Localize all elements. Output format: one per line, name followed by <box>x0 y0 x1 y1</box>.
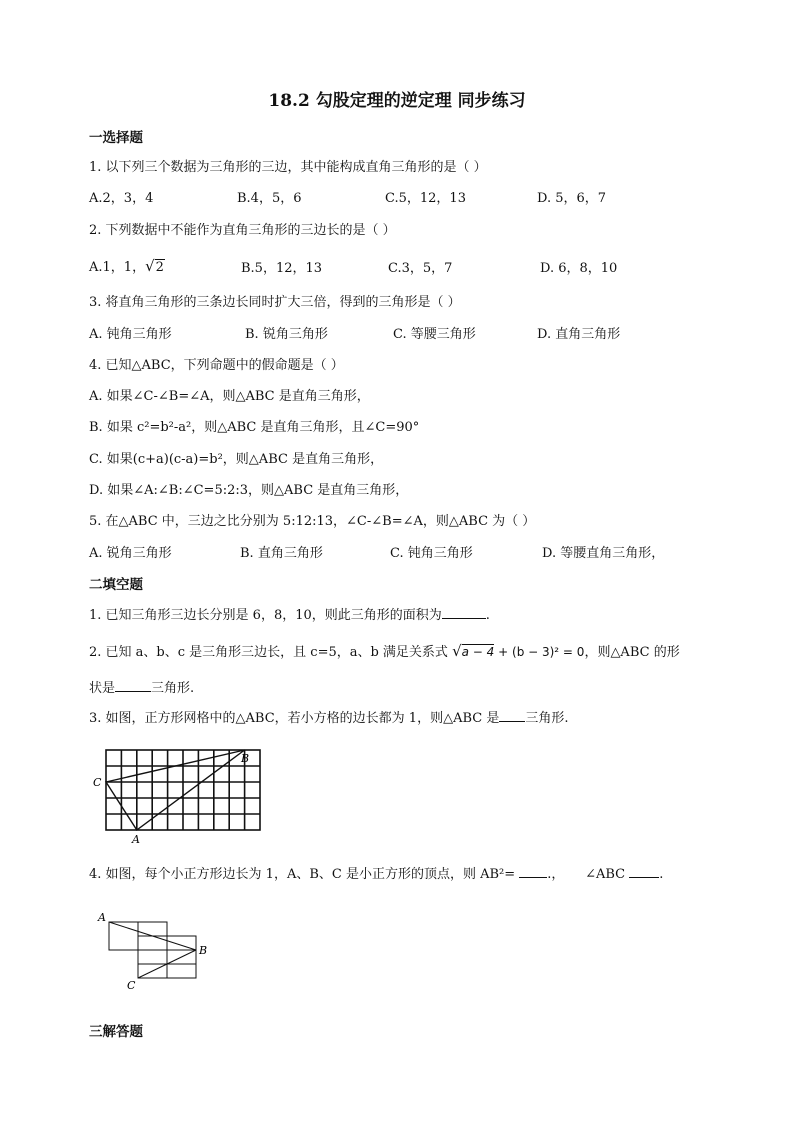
fill-q2 <box>89 641 680 660</box>
fill-q1 <box>89 604 490 623</box>
fill-q2-formula <box>452 642 585 660</box>
formula-rest: + (b − 3)² = 0 <box>498 645 585 659</box>
grid <box>109 922 196 978</box>
section-heading-choice: 一选择题 <box>89 130 143 146</box>
q3-option-a: A. 钝角三角形 <box>89 327 172 342</box>
q2-stem: 2. 下列数据中不能作为直角三角形的三边长的是（ ） <box>89 223 396 238</box>
fill-q3-text: 3. 如图，正方形网格中的△ABC，若小方格的边长都为 1，则△ABC 是 <box>89 711 500 726</box>
q4-option-c: C. 如果(c+a)(c-a)=b²，则△ABC 是直角三角形， <box>89 452 384 467</box>
q2-option-c: C.3，5，7 <box>388 261 453 276</box>
q4-option-d: D. 如果∠A:∠B:∠C=5:2:3，则△ABC 是直角三角形， <box>89 483 409 498</box>
fill-q1-text: 1. 已知三角形三边长分别是 6，8，10，则此三角形的面积为 <box>89 608 442 623</box>
sqrt-symbol: √ <box>452 642 462 660</box>
q4-stem: 4. 已知△ABC，下列命题中的假命题是（ ） <box>89 358 344 373</box>
q5-option-d: D. 等腰直角三角形， <box>542 546 665 561</box>
fill-q2-line2-pre: 状是 <box>89 681 116 696</box>
fill-q4-angle: ∠ABC <box>585 867 626 882</box>
fill-q3-end: 三角形. <box>525 711 569 726</box>
sqrt-symbol: √ <box>145 257 155 275</box>
q4-option-a: A. 如果∠C-∠B=∠A，则△ABC 是直角三角形， <box>89 389 370 404</box>
q1-option-c: C.5，12，13 <box>385 191 466 206</box>
q2-option-d: D. 6，8，10 <box>540 261 618 276</box>
fill-q1-end: . <box>485 608 490 623</box>
fill-q2-line2 <box>89 677 194 696</box>
answer-blank <box>442 606 486 619</box>
fill-q2-line2-post: 三角形. <box>151 681 195 696</box>
vertex-label-a: A <box>132 833 140 846</box>
answer-blank <box>115 679 151 692</box>
fill-q2-text-tail: ，则△ABC 的形 <box>584 645 680 660</box>
q2-option-a <box>89 256 165 275</box>
q1-stem: 1. 以下列三个数据为三角形的三边，其中能构成直角三角形的是（ ） <box>89 160 487 175</box>
fill-q4-text: 4. 如图，每个小正方形边长为 1，A、B、C 是小正方形的顶点，则 AB²= <box>89 867 516 882</box>
section-heading-solve: 三解答题 <box>89 1024 143 1040</box>
fill-q4-end: . <box>659 867 664 882</box>
q2-option-a-text: A.1，1， <box>89 260 146 275</box>
figure-grid-triangle-1 <box>90 744 265 848</box>
q5-option-c: C. 钝角三角形 <box>390 546 473 561</box>
answer-blank <box>499 709 525 722</box>
q1-option-b: B.4，5，6 <box>237 191 302 206</box>
q5-option-a: A. 锐角三角形 <box>89 546 172 561</box>
vertex-label-b: B <box>241 752 250 765</box>
fill-q4-mid: .， <box>547 867 565 882</box>
fill-q2-text: 2. 已知 a、b、c 是三角形三边长，且 c=5，a、b 满足关系式 <box>89 645 448 660</box>
q3-option-d: D. 直角三角形 <box>537 327 621 342</box>
q5-stem: 5. 在△ABC 中，三边之比分别为 5:12:13，∠C-∠B=∠A，则△ABC 为（ ） <box>89 514 536 529</box>
vertex-label-c: C <box>127 979 136 992</box>
figure-grid-triangle-2 <box>94 908 214 992</box>
q3-option-b: B. 锐角三角形 <box>245 327 328 342</box>
q2-option-b: B.5，12，13 <box>241 261 323 276</box>
fill-q3 <box>89 707 568 726</box>
q1-option-a: A.2，3，4 <box>89 191 154 206</box>
sqrt-radicand: 2 <box>155 260 164 275</box>
page-title: 18.2 勾股定理的逆定理 同步练习 <box>268 91 526 111</box>
q4-option-b: B. 如果 c²=b²-a²，则△ABC 是直角三角形，且∠C=90° <box>89 420 420 435</box>
q3-stem: 3. 将直角三角形的三条边长同时扩大三倍，得到的三角形是（ ） <box>89 295 461 310</box>
answer-blank <box>519 865 547 878</box>
q5-option-b: B. 直角三角形 <box>240 546 323 561</box>
q3-option-c: C. 等腰三角形 <box>393 327 476 342</box>
fill-q4 <box>89 863 663 882</box>
sqrt-radicand: a − 4 <box>461 645 495 659</box>
triangle-abc <box>106 750 245 830</box>
vertex-label-a: A <box>98 911 106 924</box>
vertex-label-c: C <box>93 776 102 789</box>
vertex-label-b: B <box>199 944 208 957</box>
section-heading-fill: 二填空题 <box>89 577 143 593</box>
answer-blank <box>629 865 659 878</box>
q1-option-d: D. 5，6，7 <box>537 191 607 206</box>
